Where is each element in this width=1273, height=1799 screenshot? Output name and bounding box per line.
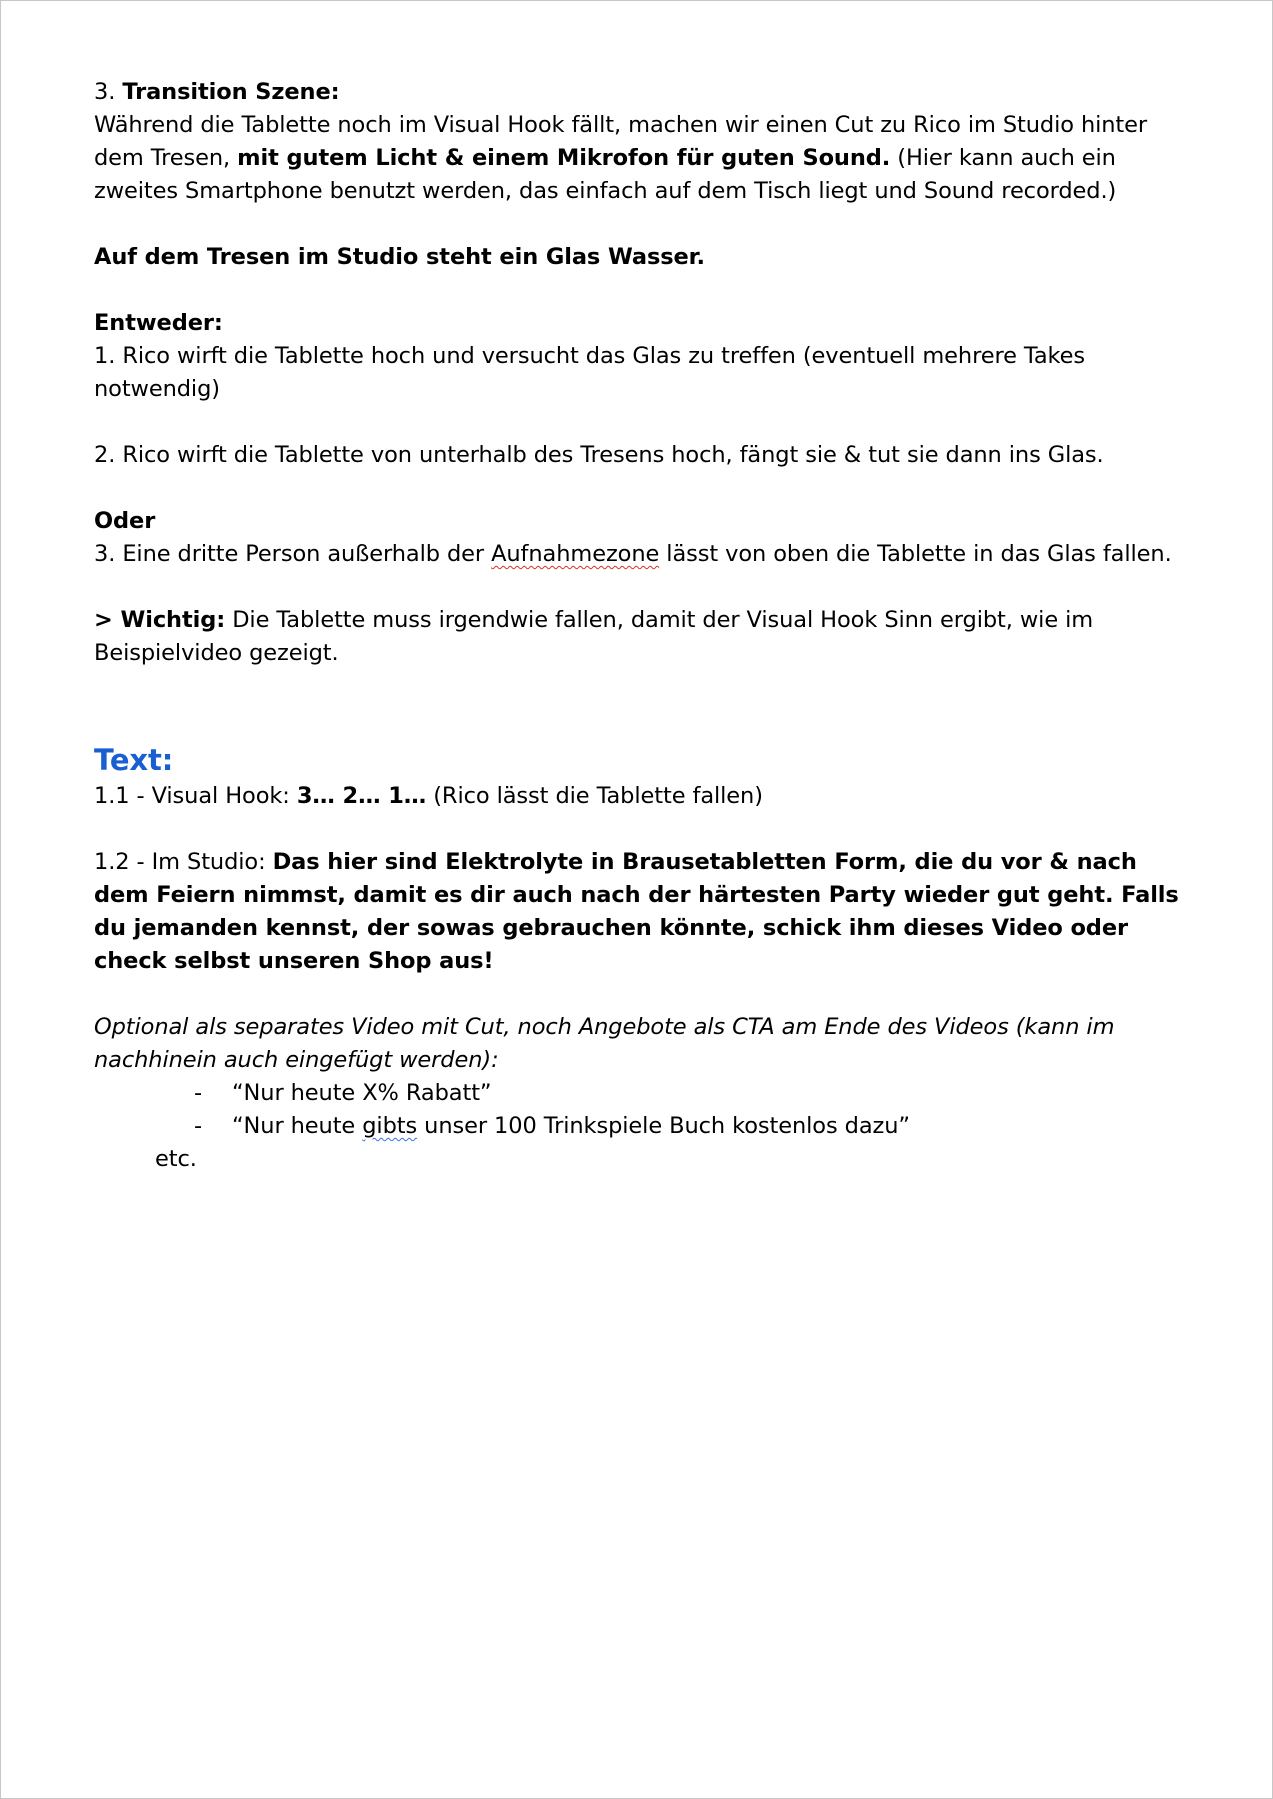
option-2: 2. Rico wirft die Tablette von unterhalb des Tresens hoch, fängt sie & tut sie dann ins Glas. [94, 442, 1104, 468]
document-body[interactable] [94, 76, 1184, 1176]
or-label: Oder [94, 508, 156, 534]
list-item: - “Nur heute gibts unser 100 Trinkspiele Buch kostenlos dazu” [94, 1110, 1184, 1143]
section-3-title-line [94, 76, 1184, 109]
transition-paragraph [94, 109, 1184, 208]
bullet-dash: - [194, 1113, 203, 1139]
text-heading: Text: [94, 743, 174, 777]
option-1: 1. Rico wirft die Tablette hoch und versucht das Glas zu treffen (eventuell mehrere Takes notwendig) [94, 343, 1086, 402]
paragraph-text: Während die Tablette noch im Visual Hook fällt, machen wir einen Cut zu Rico im Studio hinter dem Tresen, [94, 112, 1148, 171]
section-number: 3. [94, 79, 123, 105]
visual-hook-line: 1.1 - Visual Hook: 3… 2… 1… (Rico lässt die Tablette fallen) [94, 783, 763, 809]
etc-line: etc. [155, 1146, 197, 1172]
grammar-flagged-word[interactable]: gibts [362, 1113, 418, 1139]
glass-line: Auf dem Tresen im Studio steht ein Glas Wasser. [94, 244, 705, 270]
optional-note: Optional als separates Video mit Cut, noch Angebote als CTA am Ende des Videos (kann im nachhinein auch eingefügt werden): [94, 1014, 1115, 1073]
important-note: > Wichtig: Die Tablette muss irgendwie fallen, damit der Visual Hook Sinn ergibt, wie im Beispielvideo gezeigt. [94, 607, 1094, 666]
either-label: Entweder: [94, 310, 223, 336]
cta-list [94, 1077, 1184, 1143]
list-item: - “Nur heute X% Rabatt” [94, 1077, 1184, 1110]
option-3: 3. Eine dritte Person außerhalb der Aufnahmezone lässt von oben die Tablette in das Glas fallen. [94, 541, 1172, 567]
paragraph-bold-text: mit gutem Licht & einem Mikrofon für guten Sound. [237, 145, 891, 171]
misspelled-word[interactable]: Aufnahmezone [491, 541, 660, 567]
important-label: > Wichtig: [94, 607, 226, 633]
bullet-dash: - [194, 1080, 203, 1106]
paragraph-text: (Hier kann auch ein zweites Smartphone benutzt werden, das einfach auf dem Tisch liegt und Sound recorded.) [94, 145, 1117, 204]
studio-line: 1.2 - Im Studio: Das hier sind Elektrolyte in Brausetabletten Form, die du vor & nach dem Feiern nimmst, damit es dir auch nach der härtesten Party wieder gut geht. Falls du jemanden kennst, der sowas gebrauchen könnte, schick ihm dieses Video oder check selbst unseren Shop aus! [94, 849, 1179, 974]
section-title: Transition Szene: [122, 79, 340, 105]
